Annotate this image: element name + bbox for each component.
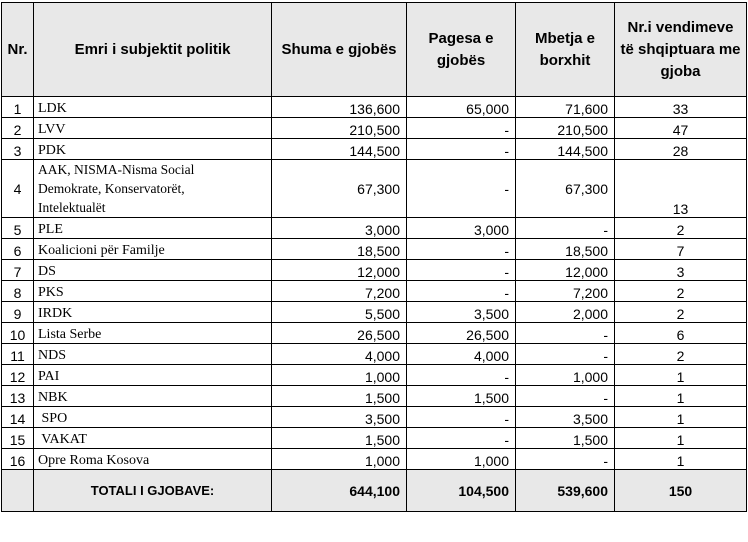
row-decisions: 2 — [615, 281, 747, 302]
row-fine-sum: 144,500 — [272, 139, 407, 160]
row-payment: 3,000 — [407, 218, 516, 239]
row-remaining: 144,500 — [516, 139, 615, 160]
row-party-name: NBK — [34, 386, 272, 407]
row-remaining: - — [516, 344, 615, 365]
row-decisions: 33 — [615, 97, 747, 118]
table-row — [2, 365, 747, 386]
row-nr: 5 — [2, 218, 34, 239]
row-fine-sum: 3,000 — [272, 218, 407, 239]
table-row — [2, 97, 747, 118]
row-payment: - — [407, 118, 516, 139]
row-nr: 4 — [2, 160, 34, 218]
row-party-name: Koalicioni për Familje — [34, 239, 272, 260]
totals-nr-cell — [2, 470, 34, 512]
row-fine-sum: 7,200 — [272, 281, 407, 302]
row-remaining: 71,600 — [516, 97, 615, 118]
row-nr: 2 — [2, 118, 34, 139]
row-decisions: 13 — [615, 160, 747, 218]
row-fine-sum: 5,500 — [272, 302, 407, 323]
row-remaining: - — [516, 218, 615, 239]
header-remaining: Mbetja e borxhit — [516, 3, 615, 97]
row-decisions: 47 — [615, 118, 747, 139]
row-payment: 26,500 — [407, 323, 516, 344]
row-decisions: 2 — [615, 302, 747, 323]
row-payment: - — [407, 239, 516, 260]
table-row — [2, 218, 747, 239]
row-payment: - — [407, 139, 516, 160]
row-fine-sum: 1,000 — [272, 449, 407, 470]
row-decisions: 1 — [615, 407, 747, 428]
row-payment: - — [407, 365, 516, 386]
row-payment: - — [407, 160, 516, 218]
row-payment: - — [407, 407, 516, 428]
row-party-name: Lista Serbe — [34, 323, 272, 344]
table-body — [2, 97, 747, 470]
row-remaining: 18,500 — [516, 239, 615, 260]
row-fine-sum: 136,600 — [272, 97, 407, 118]
row-nr: 13 — [2, 386, 34, 407]
table-row — [2, 281, 747, 302]
row-party-name: PLE — [34, 218, 272, 239]
row-party-name: PDK — [34, 139, 272, 160]
table-row — [2, 160, 747, 218]
row-payment: - — [407, 260, 516, 281]
row-party-name-line: AAK, NISMA-Nisma Social — [38, 162, 195, 177]
table-row — [2, 428, 747, 449]
row-decisions: 7 — [615, 239, 747, 260]
totals-fine-sum: 644,100 — [272, 470, 407, 512]
row-nr: 11 — [2, 344, 34, 365]
row-fine-sum: 26,500 — [272, 323, 407, 344]
row-remaining: - — [516, 449, 615, 470]
row-payment: - — [407, 281, 516, 302]
totals-label: TOTALI I GJOBAVE: — [34, 470, 272, 512]
table-row — [2, 407, 747, 428]
row-remaining: - — [516, 386, 615, 407]
row-decisions: 1 — [615, 428, 747, 449]
row-decisions: 1 — [615, 386, 747, 407]
row-remaining: 67,300 — [516, 160, 615, 218]
row-remaining: 1,500 — [516, 428, 615, 449]
row-fine-sum: 210,500 — [272, 118, 407, 139]
row-remaining: 2,000 — [516, 302, 615, 323]
row-party-name: LDK — [34, 97, 272, 118]
row-payment: 3,500 — [407, 302, 516, 323]
row-decisions: 6 — [615, 323, 747, 344]
row-nr: 3 — [2, 139, 34, 160]
row-fine-sum: 12,000 — [272, 260, 407, 281]
fines-table — [1, 2, 747, 512]
row-party-name-line: Demokrate, Konservatorët, — [38, 181, 185, 196]
row-remaining: - — [516, 323, 615, 344]
header-fine-sum: Shuma e gjobës — [272, 3, 407, 97]
row-fine-sum: 67,300 — [272, 160, 407, 218]
row-remaining: 7,200 — [516, 281, 615, 302]
row-nr: 9 — [2, 302, 34, 323]
row-nr: 15 — [2, 428, 34, 449]
table-row — [2, 302, 747, 323]
row-fine-sum: 18,500 — [272, 239, 407, 260]
row-party-name: NDS — [34, 344, 272, 365]
row-nr: 16 — [2, 449, 34, 470]
row-party-name: PKS — [34, 281, 272, 302]
header-payment: Pagesa e gjobës — [407, 3, 516, 97]
row-remaining: 12,000 — [516, 260, 615, 281]
row-payment: - — [407, 428, 516, 449]
totals-row — [2, 470, 747, 512]
row-remaining: 3,500 — [516, 407, 615, 428]
row-payment: 4,000 — [407, 344, 516, 365]
row-decisions: 1 — [615, 449, 747, 470]
row-payment: 65,000 — [407, 97, 516, 118]
row-decisions: 28 — [615, 139, 747, 160]
totals-payment: 104,500 — [407, 470, 516, 512]
row-nr: 1 — [2, 97, 34, 118]
totals-remaining: 539,600 — [516, 470, 615, 512]
header-nr: Nr. — [2, 3, 34, 97]
row-payment: 1,500 — [407, 386, 516, 407]
row-fine-sum: 1,000 — [272, 365, 407, 386]
row-nr: 12 — [2, 365, 34, 386]
table-row — [2, 449, 747, 470]
row-nr: 6 — [2, 239, 34, 260]
row-party-name — [34, 160, 272, 218]
row-nr: 7 — [2, 260, 34, 281]
row-decisions: 2 — [615, 344, 747, 365]
totals-decisions: 150 — [615, 470, 747, 512]
header-name: Emri i subjektit politik — [34, 3, 272, 97]
row-remaining: 210,500 — [516, 118, 615, 139]
row-remaining: 1,000 — [516, 365, 615, 386]
table-row — [2, 344, 747, 365]
table-row — [2, 239, 747, 260]
table-row — [2, 139, 747, 160]
table-row — [2, 323, 747, 344]
row-party-name: SPO — [34, 407, 272, 428]
row-party-name: Opre Roma Kosova — [34, 449, 272, 470]
row-fine-sum: 1,500 — [272, 386, 407, 407]
row-fine-sum: 3,500 — [272, 407, 407, 428]
row-fine-sum: 4,000 — [272, 344, 407, 365]
row-decisions: 2 — [615, 218, 747, 239]
row-party-name-line: Intelektualët — [38, 200, 106, 215]
row-nr: 10 — [2, 323, 34, 344]
row-decisions: 1 — [615, 365, 747, 386]
row-nr: 8 — [2, 281, 34, 302]
table-row — [2, 118, 747, 139]
table-row — [2, 386, 747, 407]
row-party-name: PAI — [34, 365, 272, 386]
row-decisions: 3 — [615, 260, 747, 281]
row-fine-sum: 1,500 — [272, 428, 407, 449]
header-decisions: Nr.i vendimeve të shqiptuara me gjoba — [615, 3, 747, 97]
row-party-name: DS — [34, 260, 272, 281]
row-party-name: LVV — [34, 118, 272, 139]
header-row — [2, 3, 747, 97]
row-payment: 1,000 — [407, 449, 516, 470]
row-party-name: VAKAT — [34, 428, 272, 449]
row-party-name: IRDK — [34, 302, 272, 323]
row-nr: 14 — [2, 407, 34, 428]
table-row — [2, 260, 747, 281]
